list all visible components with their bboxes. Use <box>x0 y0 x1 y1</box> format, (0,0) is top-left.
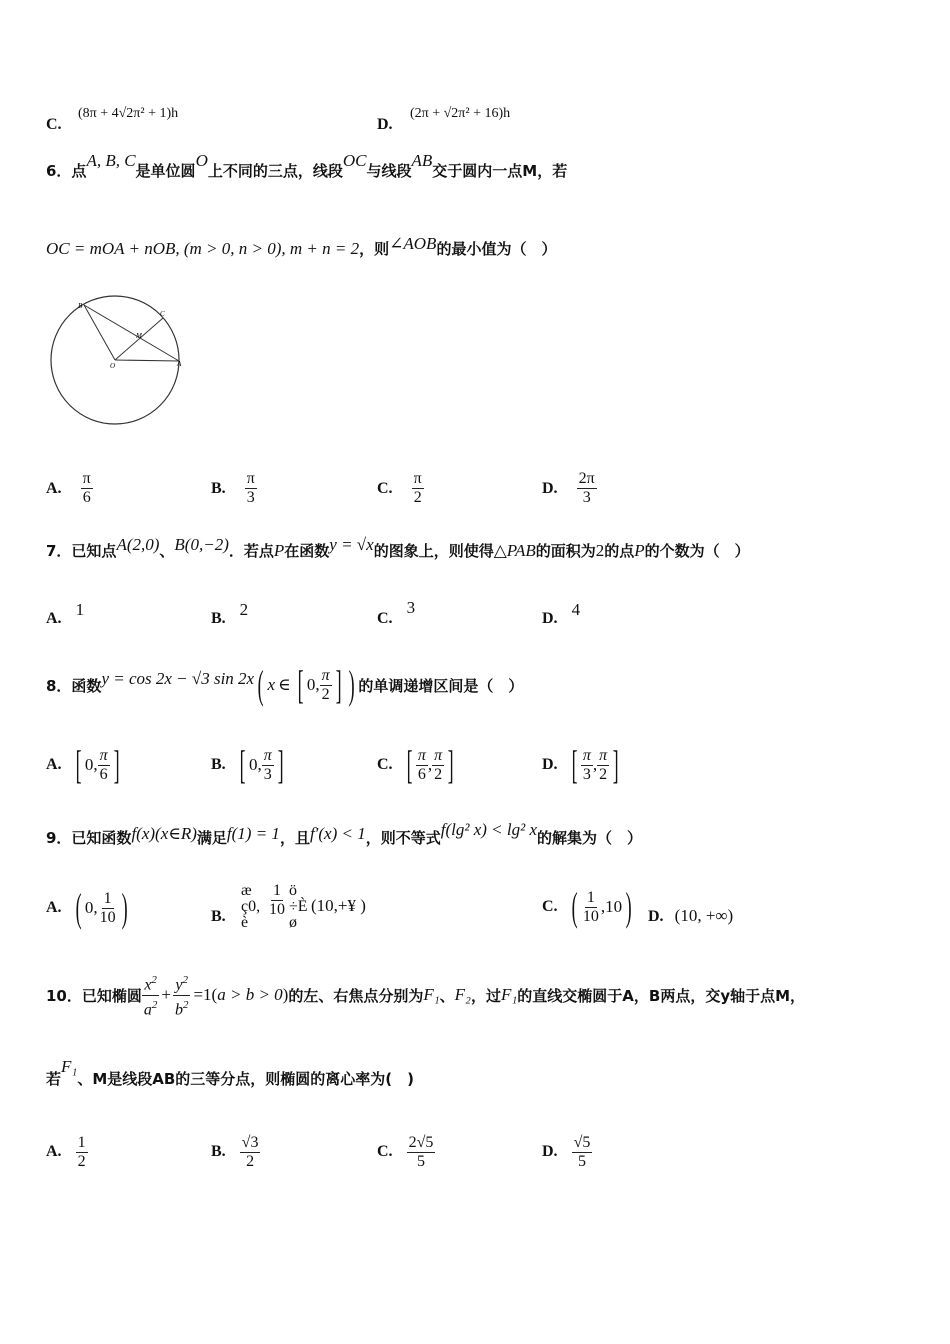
point-o-label: O <box>110 362 116 370</box>
q7-option-a: A. 1 <box>46 600 85 627</box>
q7-option-b: B. 2 <box>211 600 249 627</box>
q10-option-b: B. $\frac{√3}{2}$ <box>211 1133 259 1170</box>
q9-option-a: A. ( 0, $\frac{1}{10}$ ) <box>46 885 128 930</box>
q8-option-d: D. [ $\frac{\pi}{3}$ , $\frac{\pi}{2}$ ] <box>542 742 619 787</box>
q8-stem: 8．函数 y = cos 2x − √3 sin 2x ( x ∈ [ 0, $\frac{\pi}{2}$ ] ) 的单调递增区间是（ ） <box>46 662 524 707</box>
point-a-label: A <box>177 360 182 368</box>
segment-oa <box>115 360 179 361</box>
q10-stem-line1: 10．已知椭圆 $\frac{x^2}{a^2}$ + $\frac{y^2}{b^2}$ =1( a > b > 0 ) 的左、右焦点分别为 F₁ 、 F₂ ，过 F₁ 的直线交椭圆于A，B两点，交y轴于点M， <box>46 970 805 1020</box>
q9-option-c: C. ( $\frac{1}{10}$ ,10 ) <box>542 884 632 929</box>
q8-option-a: A. [ 0 , $\frac{\pi}{6}$ ] <box>46 742 120 787</box>
q6-stem-line1: 6．点A, B, C是单位圆O上不同的三点，线段OC与线段AB交于圆内一点M，若 <box>46 151 568 180</box>
segment-ob <box>84 305 115 360</box>
q6-option-c: C. $\frac{\pi}{2}$ <box>377 470 422 506</box>
q8-option-c: C. [ $\frac{\pi}{6}$ , $\frac{\pi}{2}$ ] <box>377 742 454 787</box>
q7-stem: 7．已知点A(2,0)、B(0,−2)．若点P在函数y = √x的图象上，则使得△PAB的面积为2的点P的个数为（ ） <box>46 535 750 560</box>
point-b-label: B <box>78 302 83 310</box>
q5-option-c-label: C. <box>46 116 62 133</box>
point-c-label: C <box>160 310 165 318</box>
q6-option-a: A. $\frac{\pi}{6}$ <box>46 470 91 506</box>
q10-option-d: D. $\frac{√5}{5}$ <box>542 1133 591 1170</box>
q6-circle-figure <box>46 288 216 428</box>
q6-stem-line2: OC = mOA + nOB, (m > 0, n > 0), m + n = 2，则∠AOB的最小值为（ ） <box>46 234 557 258</box>
q7-option-d: D. 4 <box>542 600 581 627</box>
q8-option-b: B. [ 0 , $\frac{\pi}{3}$ ] <box>211 742 284 787</box>
q10-option-c: C. $\frac{2√5}{5}$ <box>377 1133 434 1170</box>
q5-option-c-expr: (8π + 4√2π² + 1)h <box>78 106 179 121</box>
q10-stem-line2: 若F₁、M是线段AB的三等分点，则椭圆的离心率为( ) <box>46 1057 414 1088</box>
q7-option-c: C.3 <box>377 598 416 627</box>
q10-option-a: A. $\frac{1}{2}$ <box>46 1133 86 1170</box>
q6-option-d: D. $\frac{2\pi}{3}$ <box>542 470 595 506</box>
point-m-label: M <box>136 332 142 340</box>
q5-option-d-label: D. <box>377 116 393 133</box>
q6-option-b: B. $\frac{\pi}{3}$ <box>211 470 255 506</box>
q9-option-d: D. (10, +∞) <box>648 906 734 925</box>
segment-ab <box>84 305 179 361</box>
q9-stem: 9．已知函数f(x)(x∈R)满足f(1) = 1，且f′(x) < 1，则不等式f(lg² x) < lg² x的解集为（ ） <box>46 820 643 847</box>
q9-option-b: B. æ ç0, è $\frac{1}{10}$ ö ÷È ø (10,+¥ ) <box>211 882 366 931</box>
q5-option-d-expr: (2π + √2π² + 16)h <box>410 106 511 121</box>
